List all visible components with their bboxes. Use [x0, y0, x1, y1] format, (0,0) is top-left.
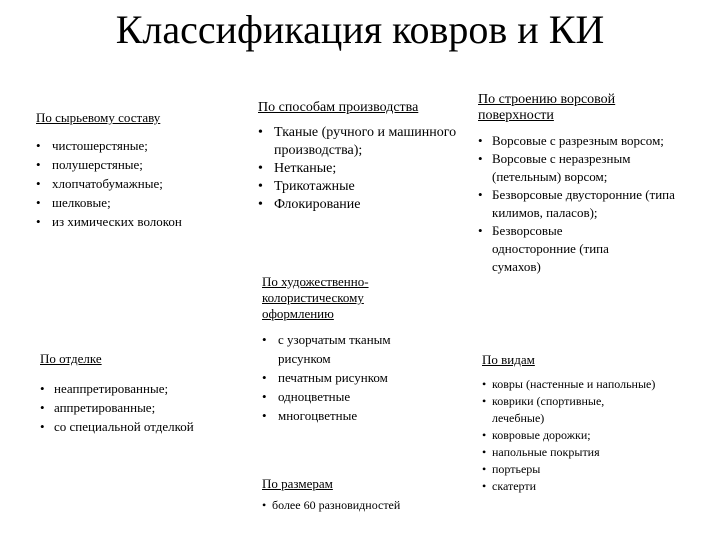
list-item: • портьеры: [482, 461, 714, 478]
section-size: [262, 476, 452, 514]
list-item: • Нетканые;: [258, 160, 470, 178]
list-item: • из химических волокон: [36, 212, 236, 231]
section-heading: По художественно-колористическому оформлению: [262, 274, 369, 321]
section-heading: По строению ворсовой поверхности: [478, 92, 616, 123]
list-item: • со специальной отделкой: [40, 417, 245, 436]
list-item: • напольные покрытия: [482, 444, 714, 461]
section-types: [482, 352, 714, 495]
section-heading: По сырьевому составу: [36, 110, 161, 125]
section-finish: [40, 351, 245, 436]
list-item: • многоцветные: [262, 406, 432, 425]
list-item: • аппретированные;: [40, 398, 245, 417]
list-item: • более 60 разновидностей: [262, 497, 452, 514]
section-list: [258, 124, 470, 214]
list-item: • Флокирование: [258, 196, 470, 214]
list-item: • Безворсовые двусторонние (типа килимов, паласов);: [478, 186, 700, 222]
section-heading: По размерам: [262, 476, 333, 491]
section-heading: По способам производства: [258, 100, 419, 115]
list-item: • Ворсовые с разрезным ворсом;: [478, 132, 700, 150]
list-item: • чистошерстяные;: [36, 136, 236, 155]
list-item: • скатерти: [482, 478, 714, 495]
section-list: [262, 497, 452, 514]
section-pile-structure: [478, 92, 700, 276]
section-heading: По отделке: [40, 351, 102, 366]
page-title: Классификация ковров и КИ: [115, 7, 605, 52]
list-item: • с узорчатым тканым рисунком: [262, 330, 432, 368]
list-item: • одноцветные: [262, 387, 432, 406]
list-item: • Ворсовые с неразрезным (петельным) ворсом;: [478, 150, 700, 186]
section-list: [36, 136, 236, 231]
section-list: [262, 330, 432, 425]
section-artistic-design: [262, 274, 432, 425]
list-item: • шелковые;: [36, 193, 236, 212]
list-item: • Трикотажные: [258, 178, 470, 196]
section-raw-material: [36, 110, 236, 231]
list-item: • Тканые (ручного и машинного производства);: [258, 124, 470, 160]
list-item: • печатным рисунком: [262, 368, 432, 387]
list-item: • хлопчатобумажные;: [36, 174, 236, 193]
list-item: • ковры (настенные и напольные): [482, 376, 714, 393]
section-list: [40, 379, 245, 436]
section-list: [482, 376, 714, 495]
list-item: • Безворсовые односторонние (типа сумахов): [478, 222, 637, 276]
list-item: • неаппретированные;: [40, 379, 245, 398]
section-heading: По видам: [482, 352, 535, 367]
list-item: • полушерстяные;: [36, 155, 236, 174]
section-production-method: [258, 100, 470, 214]
list-item: • коврики (спортивные, лечебные): [482, 393, 642, 427]
list-item: • ковровые дорожки;: [482, 427, 714, 444]
section-list: [478, 132, 700, 276]
